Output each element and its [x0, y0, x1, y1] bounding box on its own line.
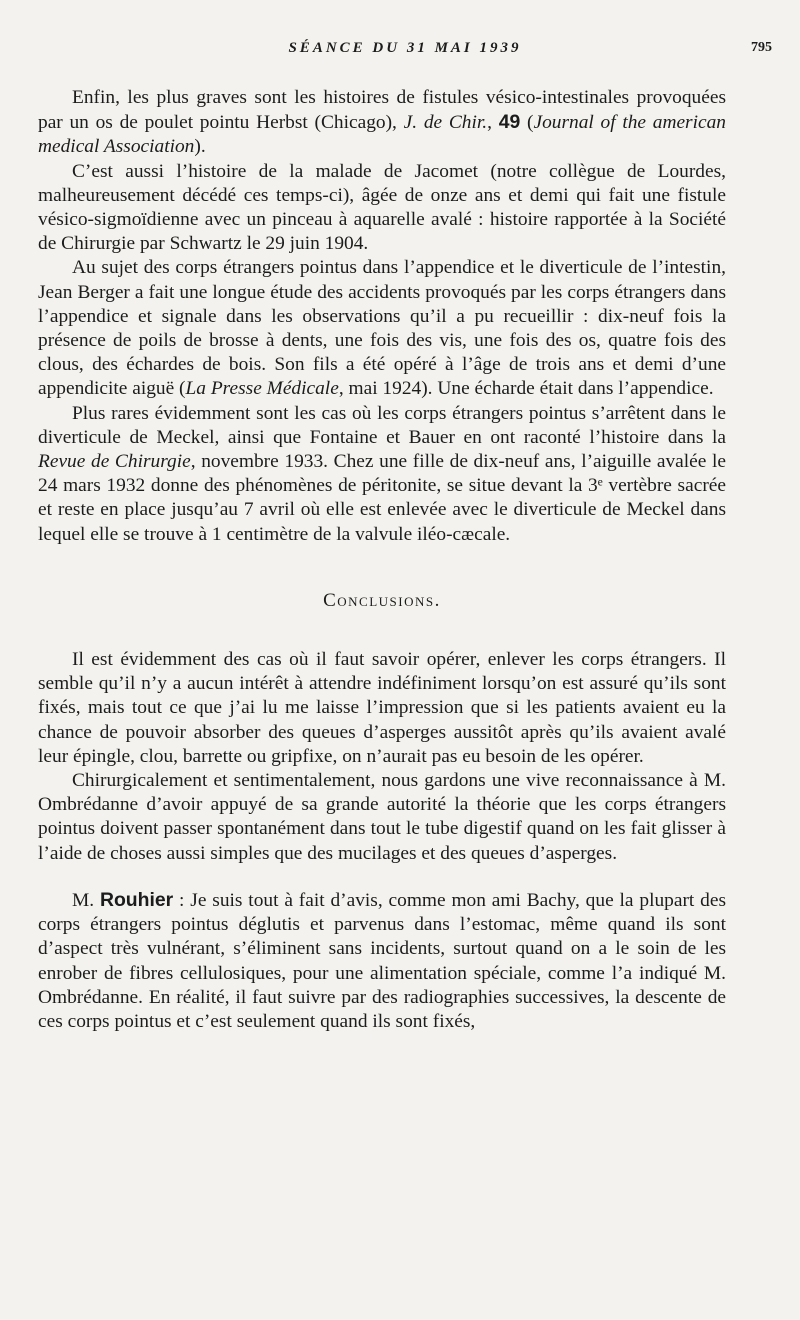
- paragraph: [38, 86, 726, 160]
- paragraph: [38, 402, 726, 547]
- bold-text: 49: [498, 111, 521, 134]
- italic-text: J. de Chir.: [403, 112, 488, 134]
- text-run: Plus rares évidemment sont les cas où les corps étrangers pointus s’arrêtent dans le diverticule de Meckel, ainsi que Fontaine et Bauer en ont raconté l’histoire dans la: [38, 402, 726, 448]
- text-run: M.: [72, 889, 100, 911]
- page-number: 795: [751, 40, 772, 55]
- text-run: : Je suis tout à fait d’avis, comme mon ami Bachy, que la plupart des corps étrangers pointus déglutis et parvenus dans l’estomac, même quand ils sont d’aspect très vulnérant, s’éliminent sans incidents, surtout quand on a le soin de les enrober de fibres cellulosiques, pour une alimentation spéciale, comme l’a indiqué M. Ombrédanne. En réalité, il faut suivre par des radiographies successives, la descente de ces corps pointus et c’est seulement quand ils sont fixés,: [38, 889, 726, 1032]
- italic-text: La Presse Médicale: [185, 378, 339, 400]
- text-run: (: [520, 112, 534, 134]
- text-run: Chirurgicalement et sentimentalement, nous gardons une vive reconnaissance à M. Ombrédanne d’avoir appuyé de sa grande autorité la théorie que les corps étrangers pointus doivent passer spontanément dans tout le tube digestif quand on les fait glisser à l’aide de choses aussi simples que des mucilages et des queues d’asperges.: [38, 770, 726, 864]
- text-run: Il est évidemment des cas où il faut savoir opérer, enlever les corps étrangers. Il semble qu’il n’y a aucun intérêt à attendre indéfiniment lorsqu’on est assuré qu’ils sont fixés, mais tout ce que j’ai lu me laisse l’impression que si les patients avaient eu la chance de pouvoir absorber des queues d’asperges aussitôt après qu’ils avaient avalé leur épingle, clou, barrette ou gripfixe, on n’aurait pas eu besoin de les opérer.: [38, 649, 726, 767]
- italic-text: Revue de Chirurgie: [38, 451, 191, 473]
- text-run: , novembre 1933. Chez une fille de dix-neuf ans, l’aiguille avalée le 24 mars 1932 donne des phénomènes de péritonite, se situe devant la 3ᵉ vertèbre sacrée et reste en place jusqu’au 7 avril où elle est enlevée avec le diverticule de Meckel dans lequel elle se trouve à 1 centimètre de la valvule iléo-cæcale.: [38, 451, 726, 545]
- text-run: ,: [487, 112, 499, 134]
- paragraph: [38, 256, 726, 401]
- bold-text: Rouhier: [99, 888, 174, 911]
- text-run: , mai 1924). Une écharde était dans l’appendice.: [338, 378, 714, 400]
- paragraph: [38, 888, 726, 1034]
- paragraph: [38, 648, 726, 769]
- paragraph: [38, 160, 726, 257]
- running-header: [38, 40, 772, 64]
- text-run: ).: [194, 136, 206, 158]
- text-run: C’est aussi l’histoire de la malade de Jacomet (notre collègue de Lourdes, malheureusement décédé ces temps-ci), âgée de onze ans et demi qui fait une fistule vésico-sigmoïdienne avec un pinceau à aquarelle avalé : histoire rapportée à la Société de Chirurgie par Schwartz le 29 juin 1904.: [38, 160, 726, 255]
- italic-text: Journal of the american medical Association: [38, 112, 726, 158]
- text-run: Enfin, les plus graves sont les histoires de fistules vésico-intestinales provoquées par un os de poulet pointu Herbst (Chicago),: [38, 87, 726, 134]
- paragraph-gap: [38, 866, 726, 888]
- text-run: Au sujet des corps étrangers pointus dans l’appendice et le diverticule de l’intestin, Jean Berger a fait une longue étude des accidents provoqués par les corps étrangers dans l’appendice et signale dans les observations qu’il a pu recueillir : dix-neuf fois la présence de poils de brosse à dents, une fois des vis, une fois des os, quatre fois des clous, des échardes de bois. Son fils a été opéré à l’âge de trois ans et demi d’une appendicite aiguë (: [38, 257, 726, 400]
- body-text: [38, 86, 726, 1034]
- text-run: Conclusions.: [323, 589, 441, 611]
- section-heading: [38, 589, 726, 613]
- running-title: SÉANCE DU 31 MAI 1939: [288, 40, 522, 56]
- paragraph: [38, 769, 726, 866]
